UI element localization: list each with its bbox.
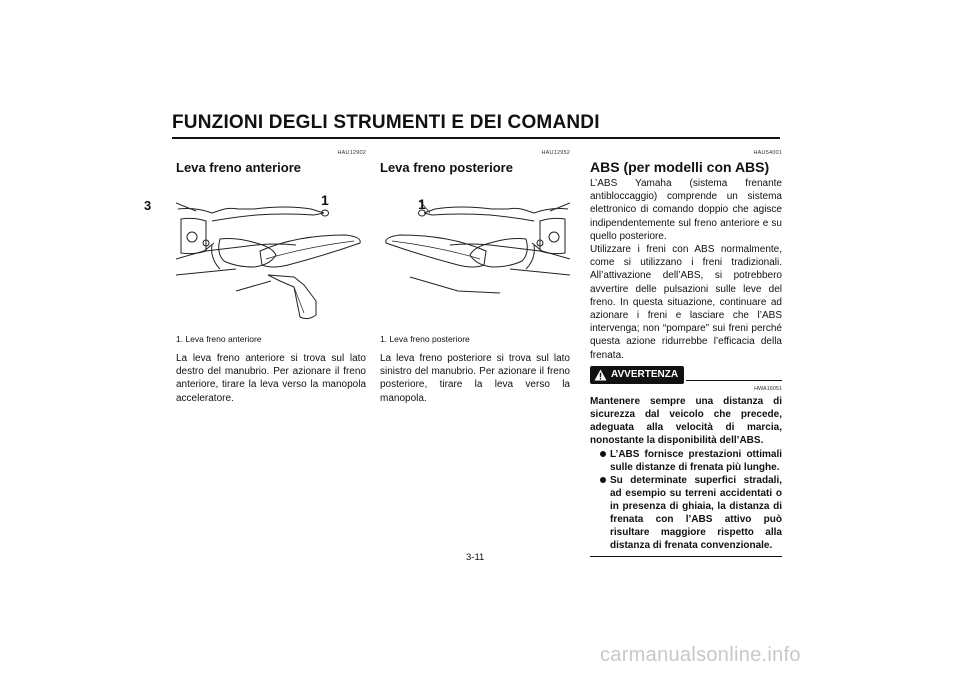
list-item — [590, 448, 782, 474]
warning-bottom-rule — [590, 556, 782, 557]
bullet-icon — [600, 477, 606, 483]
front-brake-lever-illustration — [176, 181, 366, 321]
list-item-text: L’ABS fornisce prestazioni ottimali sulle distanze di frenata più lunghe. — [610, 448, 782, 473]
section-heading: Leva freno anteriore — [176, 160, 301, 175]
section-body: La leva freno posteriore si trova sul lato sinistro del manubrio. Per azionare il freno posteriore, tirare la leva verso la manopola. — [380, 353, 570, 404]
warning-triangle-icon — [594, 369, 607, 381]
warning-code: HWA16051 — [754, 385, 782, 392]
warning-header — [590, 366, 782, 384]
section-code: HAU54001 — [753, 150, 782, 156]
abs-section — [590, 150, 782, 557]
abs-paragraph-1: L’ABS Yamaha (sistema frenante antibloccaggio) comprende un sistema elettronico di comando doppio che agisce indipendentemente sul freno anteriore e su quello posteriore. — [590, 178, 782, 242]
figure-caption: 1. Leva freno posteriore — [380, 334, 470, 344]
warning-text: Mantenere sempre una distanza di sicurezza dal veicolo che precede, adeguata alla velocità di marcia, nonostante la disponibilità dell’ABS. — [590, 395, 782, 446]
section-heading: ABS (per modelli con ABS) — [590, 159, 770, 175]
chapter-tab: 3 — [144, 198, 152, 213]
section-body: La leva freno anteriore si trova sul lato destro del manubrio. Per azionare il freno anteriore, tirare la leva verso la manopola acceleratore. — [176, 353, 366, 404]
rear-brake-lever-illustration — [380, 181, 570, 321]
callout-label: 1 — [418, 196, 426, 212]
warning-list — [590, 448, 782, 552]
list-item — [590, 474, 782, 552]
front-brake-section — [176, 150, 366, 405]
section-code: HAU12952 — [541, 150, 570, 156]
rear-brake-section — [380, 150, 570, 405]
section-code: HAU12902 — [337, 150, 366, 156]
bullet-icon — [600, 451, 606, 457]
callout-label: 1 — [321, 192, 329, 208]
warning-rule — [686, 380, 782, 381]
page-number: 3-11 — [466, 552, 485, 563]
watermark: carmanualsonline.info — [600, 644, 801, 666]
header-rule — [172, 137, 780, 139]
page-title: FUNZIONI DEGLI STRUMENTI E DEI COMANDI — [172, 112, 600, 133]
figure-caption: 1. Leva freno anteriore — [176, 334, 262, 344]
warning-box — [590, 366, 782, 557]
warning-label: AVVERTENZA — [611, 369, 679, 381]
list-item-text: Su determinate superfici stradali, ad esempio su terreni accidentati o in presenza di ghiaia, la distanza di frenata con l’ABS attivo può risultare maggiore rispetto alla distanza di frenata convenzionale. — [610, 474, 782, 551]
warning-badge — [590, 366, 684, 384]
section-heading: Leva freno posteriore — [380, 160, 513, 175]
abs-paragraph-2: Utilizzare i freni con ABS normalmente, come si utilizzano i freni tradizionali. All’attivazione dell’ABS, si potrebbero avvertire delle pulsazioni sulle leve del freno. In questa situazione, continuare ad azionare i freni e lasciare che l’ABS intervenga; non “pompare” sui freni perché questa azione ridurrebbe l’efficacia della frenata. — [590, 244, 782, 361]
